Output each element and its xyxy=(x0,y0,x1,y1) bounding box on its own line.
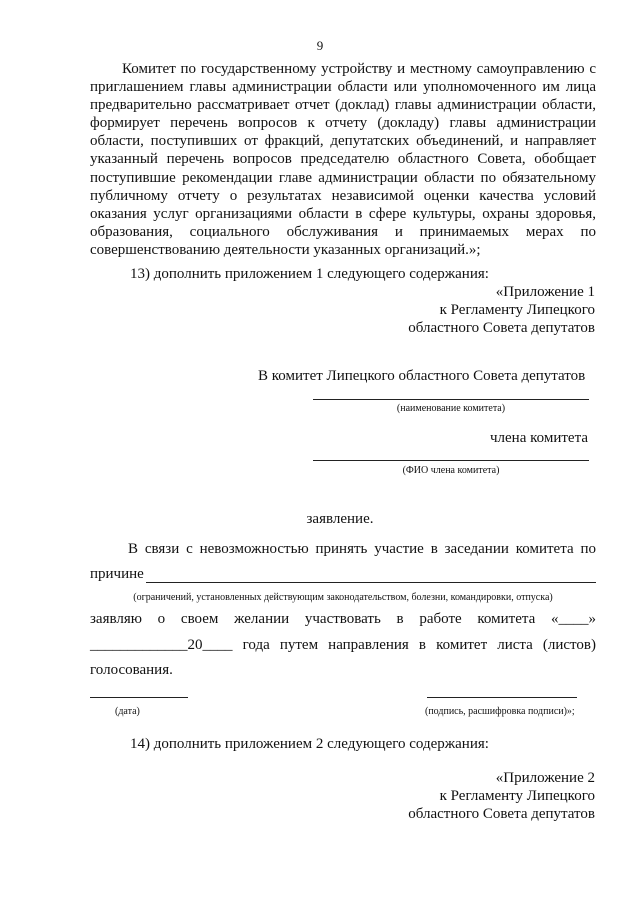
date-line xyxy=(90,697,188,698)
paragraph-line: указанный перечень вопросов председателю областного Совета, обобщает xyxy=(90,151,596,168)
paragraph-line: поступившие рекомендации главе администрации области по обязательному xyxy=(90,169,596,186)
appendix2-line3: областного Совета депутатов xyxy=(408,806,595,822)
form-body-line1: В связи с невозможностью принять участие в заседании комитета по xyxy=(128,541,596,557)
form-title: заявление. xyxy=(306,511,374,527)
appendix2-line2: к Регламенту Липецкого xyxy=(439,788,595,804)
form-body-lines-2 xyxy=(90,636,596,654)
committee-name-line xyxy=(313,399,589,400)
signature-line xyxy=(427,697,577,698)
appendix2-title: «Приложение 2 xyxy=(495,770,595,786)
form-body-line1-wrap xyxy=(90,540,596,558)
form-addressee: В комитет Липецкого областного Совета депутатов xyxy=(258,368,586,384)
member-label: члена комитета xyxy=(490,430,588,446)
form-body-lines xyxy=(90,610,596,628)
paragraph-line: приглашением главы администрации области или уполномоченного им лица xyxy=(90,79,596,96)
reason-line xyxy=(146,582,596,583)
signature-caption: (подпись, расшифровка подписи)»; xyxy=(425,706,575,717)
paragraph-line: образования, социального обслуживания и принимаемых мерах по xyxy=(90,223,596,240)
appendix1-title: «Приложение 1 xyxy=(495,284,595,300)
item-14: 14) дополнить приложением 2 следующего содержания: xyxy=(130,736,489,752)
page-number: 9 xyxy=(316,38,324,53)
committee-paragraph xyxy=(90,60,596,259)
paragraph-line: предварительно рассматривает отчет (доклад) главы администрации области, xyxy=(90,97,596,114)
fio-line xyxy=(313,460,589,461)
reason-caption: (ограничений, установленных действующим законодательством, болезни, командировки, отпуска) xyxy=(133,592,553,603)
paragraph-line: формирует перечень вопросов к отчету (докладу) главы администрации xyxy=(90,115,596,132)
fio-caption: (ФИО члена комитета) xyxy=(402,465,500,476)
paragraph-line: совершенствованию деятельности указанных организаций.»; xyxy=(90,241,481,258)
form-body-line4: _____________20____ года путем направления в комитет листа (листов) xyxy=(90,637,596,653)
reason-label: причине xyxy=(90,566,144,582)
paragraph-line: области, поступивших от фракций, депутатских объединений, и направляет xyxy=(90,133,596,150)
form-body-line5: голосования. xyxy=(90,662,173,678)
item-13: 13) дополнить приложением 1 следующего содержания: xyxy=(130,266,489,282)
paragraph-line: оказания услуг организациями области в сфере культуры, охраны здоровья, xyxy=(90,205,596,222)
form-body-line3: заявляю о своем желании участвовать в работе комитета «____» xyxy=(90,611,596,627)
date-caption: (дата) xyxy=(115,706,140,717)
appendix1-line3: областного Совета депутатов xyxy=(408,320,595,336)
paragraph-line: Комитет по государственному устройству и местному самоуправлению с xyxy=(122,61,596,77)
paragraph-line: публичному отчету о результатах независимой оценки качества условий xyxy=(90,187,596,204)
appendix1-line2: к Регламенту Липецкого xyxy=(439,302,595,318)
committee-caption: (наименование комитета) xyxy=(396,403,506,414)
